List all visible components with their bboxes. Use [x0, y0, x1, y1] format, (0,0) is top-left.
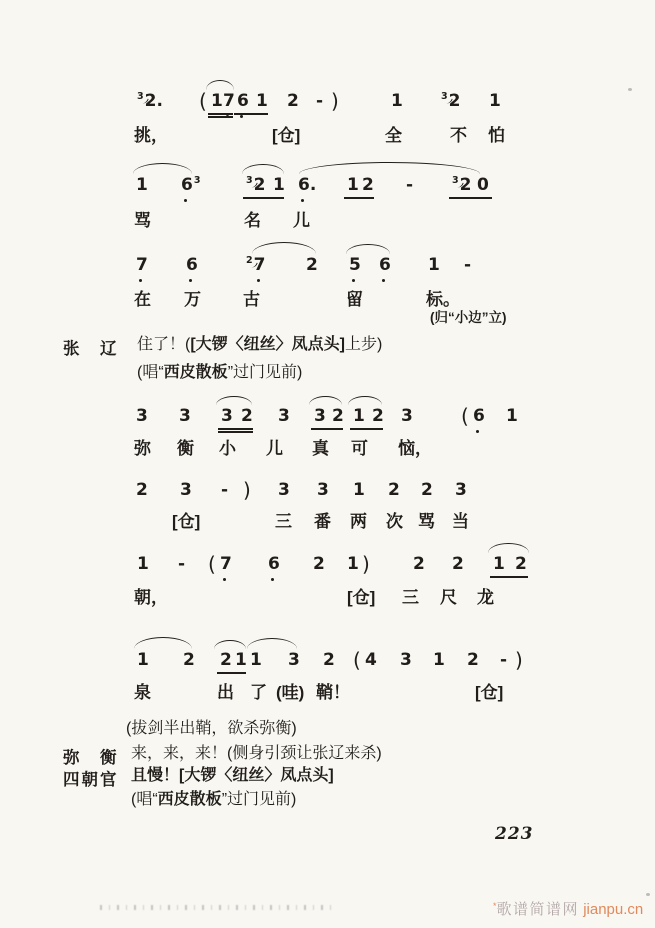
- note: 1: [137, 554, 149, 574]
- note: 3: [180, 480, 192, 500]
- dialogue-segment: 来，来，来！(侧身引颈让张辽来杀): [131, 745, 382, 762]
- lyric-syllable: 挑，: [134, 126, 168, 145]
- lyric-syllable: (哇): [276, 683, 305, 702]
- note: 3: [455, 480, 467, 500]
- note: $6^3$: [181, 176, 200, 195]
- note: 1: [489, 91, 501, 111]
- note: 1: [256, 91, 268, 111]
- note: 2: [372, 406, 384, 426]
- lyric-syllable: 龙: [477, 588, 494, 607]
- grace-note: 3: [246, 175, 253, 186]
- note: 2: [323, 650, 335, 670]
- lyric-syllable: 骂: [418, 512, 435, 531]
- dialogue-segment: (唱“: [137, 364, 164, 381]
- dialogue-bold-segment: [大锣〈纽丝〉凤点头]: [190, 336, 346, 353]
- lyric-syllable: 尺: [440, 588, 457, 607]
- slur: [309, 396, 342, 405]
- note: 6: [186, 256, 198, 275]
- note: 2: [515, 554, 527, 574]
- dialogue-line: [137, 363, 302, 382]
- beam: [311, 428, 343, 430]
- note: 6: [268, 555, 280, 574]
- note: 3: [401, 406, 413, 426]
- note: 1: [428, 255, 440, 275]
- percussion-mark: [仓]: [475, 683, 504, 702]
- note: 2: [467, 650, 479, 670]
- beam: [344, 197, 374, 199]
- lyric-syllable: 在: [134, 290, 151, 309]
- note: 3: [314, 406, 326, 426]
- note: -: [406, 175, 414, 195]
- note: -: [500, 650, 508, 670]
- note: 1: [347, 175, 359, 195]
- dialogue-bold-segment: 西皮散板: [163, 364, 228, 381]
- low-octave-dot: [257, 279, 260, 282]
- lyric-syllable: 不: [450, 126, 467, 145]
- low-octave-dot: [240, 115, 243, 118]
- lyric-syllable: 衡: [177, 439, 194, 458]
- note: -: [178, 554, 186, 574]
- lyric-syllable: 出: [217, 683, 234, 702]
- paren: (: [208, 552, 216, 576]
- scan-noise: [100, 905, 332, 910]
- note: 1: [273, 175, 285, 195]
- low-octave-dot: [476, 430, 479, 433]
- dialogue-line: [137, 335, 382, 354]
- low-octave-dot: [382, 279, 385, 282]
- dialogue-line: [131, 790, 296, 809]
- watermark: [493, 898, 643, 919]
- beam: [217, 672, 246, 674]
- role-label: 四朝官: [63, 771, 119, 789]
- lyric-syllable: 可: [351, 439, 368, 458]
- page-number: 223: [495, 824, 534, 844]
- dialogue-bold-segment: 西皮散板: [157, 791, 222, 808]
- beam: [490, 576, 528, 578]
- lyric-syllable: 三: [402, 588, 419, 607]
- dialogue-segment: 上步): [345, 336, 383, 353]
- dialogue-segment: (唱“: [131, 791, 158, 808]
- lyric-syllable: 当: [452, 512, 469, 531]
- note: 2: [220, 650, 232, 670]
- note: 6.: [298, 176, 316, 195]
- beam: [234, 113, 268, 115]
- lyric-syllable: 三: [275, 512, 292, 531]
- paren: (: [353, 648, 361, 672]
- lyric-syllable: 朝，: [134, 588, 168, 607]
- lyric-syllable: 泉: [134, 683, 151, 702]
- watermark-asterisk: *: [493, 901, 497, 911]
- note: 2: [388, 480, 400, 500]
- low-octave-dot: [352, 279, 355, 282]
- dialogue-line: [131, 766, 334, 785]
- role-label: 弥 衡: [63, 749, 119, 767]
- note: 6: [237, 92, 249, 111]
- low-octave-dot: [184, 199, 187, 202]
- note: 1: [235, 650, 247, 670]
- slur: [242, 164, 284, 174]
- low-octave-dot: [223, 578, 226, 581]
- slur: [299, 162, 480, 174]
- lyric-syllable: 标。: [426, 290, 460, 309]
- lyric-syllable: 骂: [134, 211, 151, 230]
- dialogue-bold-segment: 且慢！[大锣〈纽丝〉凤点头]: [131, 767, 334, 784]
- percussion-mark: [仓]: [272, 126, 301, 145]
- note: 1: [353, 480, 365, 500]
- note: 2: [241, 406, 253, 426]
- scan-speck: [628, 88, 632, 91]
- note: 3: [136, 406, 148, 426]
- dialogue-segment: 住了！(: [137, 336, 191, 353]
- lyric-syllable: 真: [312, 439, 329, 458]
- note: 7: [223, 92, 235, 111]
- beam: [218, 428, 253, 430]
- note: -: [316, 91, 324, 111]
- lyric-syllable: 番: [314, 512, 331, 531]
- grace-note: 2: [246, 255, 253, 266]
- note: -: [464, 255, 472, 275]
- lyric-syllable: 全: [385, 126, 402, 145]
- paren: ): [515, 648, 523, 672]
- lyric-syllable: 小: [219, 439, 236, 458]
- note: 6: [379, 256, 391, 275]
- lyric-syllable: 恼，: [398, 439, 432, 458]
- note: 1: [506, 406, 518, 426]
- low-octave-dot: [301, 199, 304, 202]
- low-octave-dot: [271, 578, 274, 581]
- note: 3: [179, 406, 191, 426]
- after-grace-note: 3: [193, 175, 201, 186]
- note: 7: [136, 256, 148, 275]
- beam: [449, 197, 492, 199]
- lyric-syllable: 怕: [488, 126, 505, 145]
- note: 1: [250, 650, 262, 670]
- note: 2: [287, 91, 299, 111]
- note: -: [221, 480, 229, 500]
- lyric-syllable: 儿: [266, 439, 283, 458]
- watermark-site-url: jianpu.cn: [583, 901, 644, 918]
- note: 2: [362, 175, 374, 195]
- paren: (: [199, 89, 207, 113]
- note: 1: [433, 650, 445, 670]
- low-octave-dot: [189, 279, 192, 282]
- watermark-site-name: 歌谱简谱网: [496, 901, 580, 918]
- lyric-syllable: 鞘！: [316, 683, 350, 702]
- note: $^3$2.: [137, 91, 163, 111]
- lyric-syllable: 两: [350, 512, 367, 531]
- role-label: 张 辽: [63, 340, 119, 358]
- slur: [206, 80, 234, 90]
- dialogue-line: [131, 744, 382, 763]
- note: 4: [365, 650, 377, 670]
- percussion-mark: [仓]: [347, 588, 376, 607]
- note: 5: [349, 256, 361, 275]
- note: 1: [493, 554, 505, 574]
- note: 1: [347, 554, 359, 574]
- note: 1: [353, 406, 365, 426]
- note: 1: [391, 91, 403, 111]
- dialogue-segment: ”过门见前): [221, 791, 297, 808]
- note: 1: [137, 650, 149, 670]
- note: 1: [136, 175, 148, 195]
- note: 1: [211, 91, 223, 111]
- grace-note: 3: [452, 175, 459, 186]
- slur: [247, 638, 297, 649]
- slur: [252, 242, 316, 254]
- note: 2: [332, 406, 344, 426]
- note: 2: [136, 480, 148, 500]
- beam: [243, 197, 284, 199]
- paren: ): [331, 89, 339, 113]
- note: 3: [400, 650, 412, 670]
- low-octave-dot: [139, 279, 142, 282]
- note: 2: [452, 554, 464, 574]
- percussion-mark: [仓]: [172, 512, 201, 531]
- note: $^3$2: [441, 91, 461, 111]
- note: 2: [421, 480, 433, 500]
- dialogue-line: [126, 719, 297, 738]
- note: $^2$7: [246, 256, 265, 275]
- dialogue-segment: ”过门见前): [227, 364, 303, 381]
- slur: [346, 244, 390, 254]
- beam: [208, 113, 233, 115]
- paren: ): [362, 552, 370, 576]
- scan-speck: [646, 893, 650, 896]
- note: 2: [183, 650, 195, 670]
- lyric-syllable: 次: [386, 512, 403, 531]
- slur: [488, 543, 529, 553]
- note: 6: [473, 407, 485, 426]
- lyric-syllable: 弥: [134, 439, 151, 458]
- paren: (: [461, 404, 469, 428]
- note: 3: [288, 650, 300, 670]
- slur: [216, 396, 252, 405]
- note: 3: [221, 406, 233, 426]
- dialogue-segment: (拔剑半出鞘，欲杀弥衡): [126, 720, 297, 737]
- stage-direction: (归“小边”立): [430, 310, 507, 325]
- lyric-syllable: 儿: [293, 211, 310, 230]
- beam: [350, 428, 383, 430]
- note: 2: [306, 255, 318, 275]
- lyric-syllable: 万: [184, 290, 201, 309]
- note: 7: [220, 555, 232, 574]
- slur: [134, 637, 192, 649]
- lyric-syllable: 留: [346, 290, 363, 309]
- note: 2: [413, 554, 425, 574]
- grace-note: 3: [137, 91, 144, 102]
- slur: [348, 396, 382, 405]
- paren: ): [243, 478, 251, 502]
- note: 3: [317, 480, 329, 500]
- lyric-syllable: 古: [243, 290, 260, 309]
- slur: [214, 640, 246, 649]
- note: 3: [278, 480, 290, 500]
- slur: [133, 163, 192, 174]
- note: $^3$2: [452, 175, 472, 195]
- lyric-syllable: 了: [250, 683, 267, 702]
- note: 3: [278, 406, 290, 426]
- lyric-syllable: 名: [244, 211, 261, 230]
- note: 0: [477, 175, 489, 195]
- grace-note: 3: [441, 91, 448, 102]
- note: 2: [313, 554, 325, 574]
- note: $^3$2: [246, 175, 266, 195]
